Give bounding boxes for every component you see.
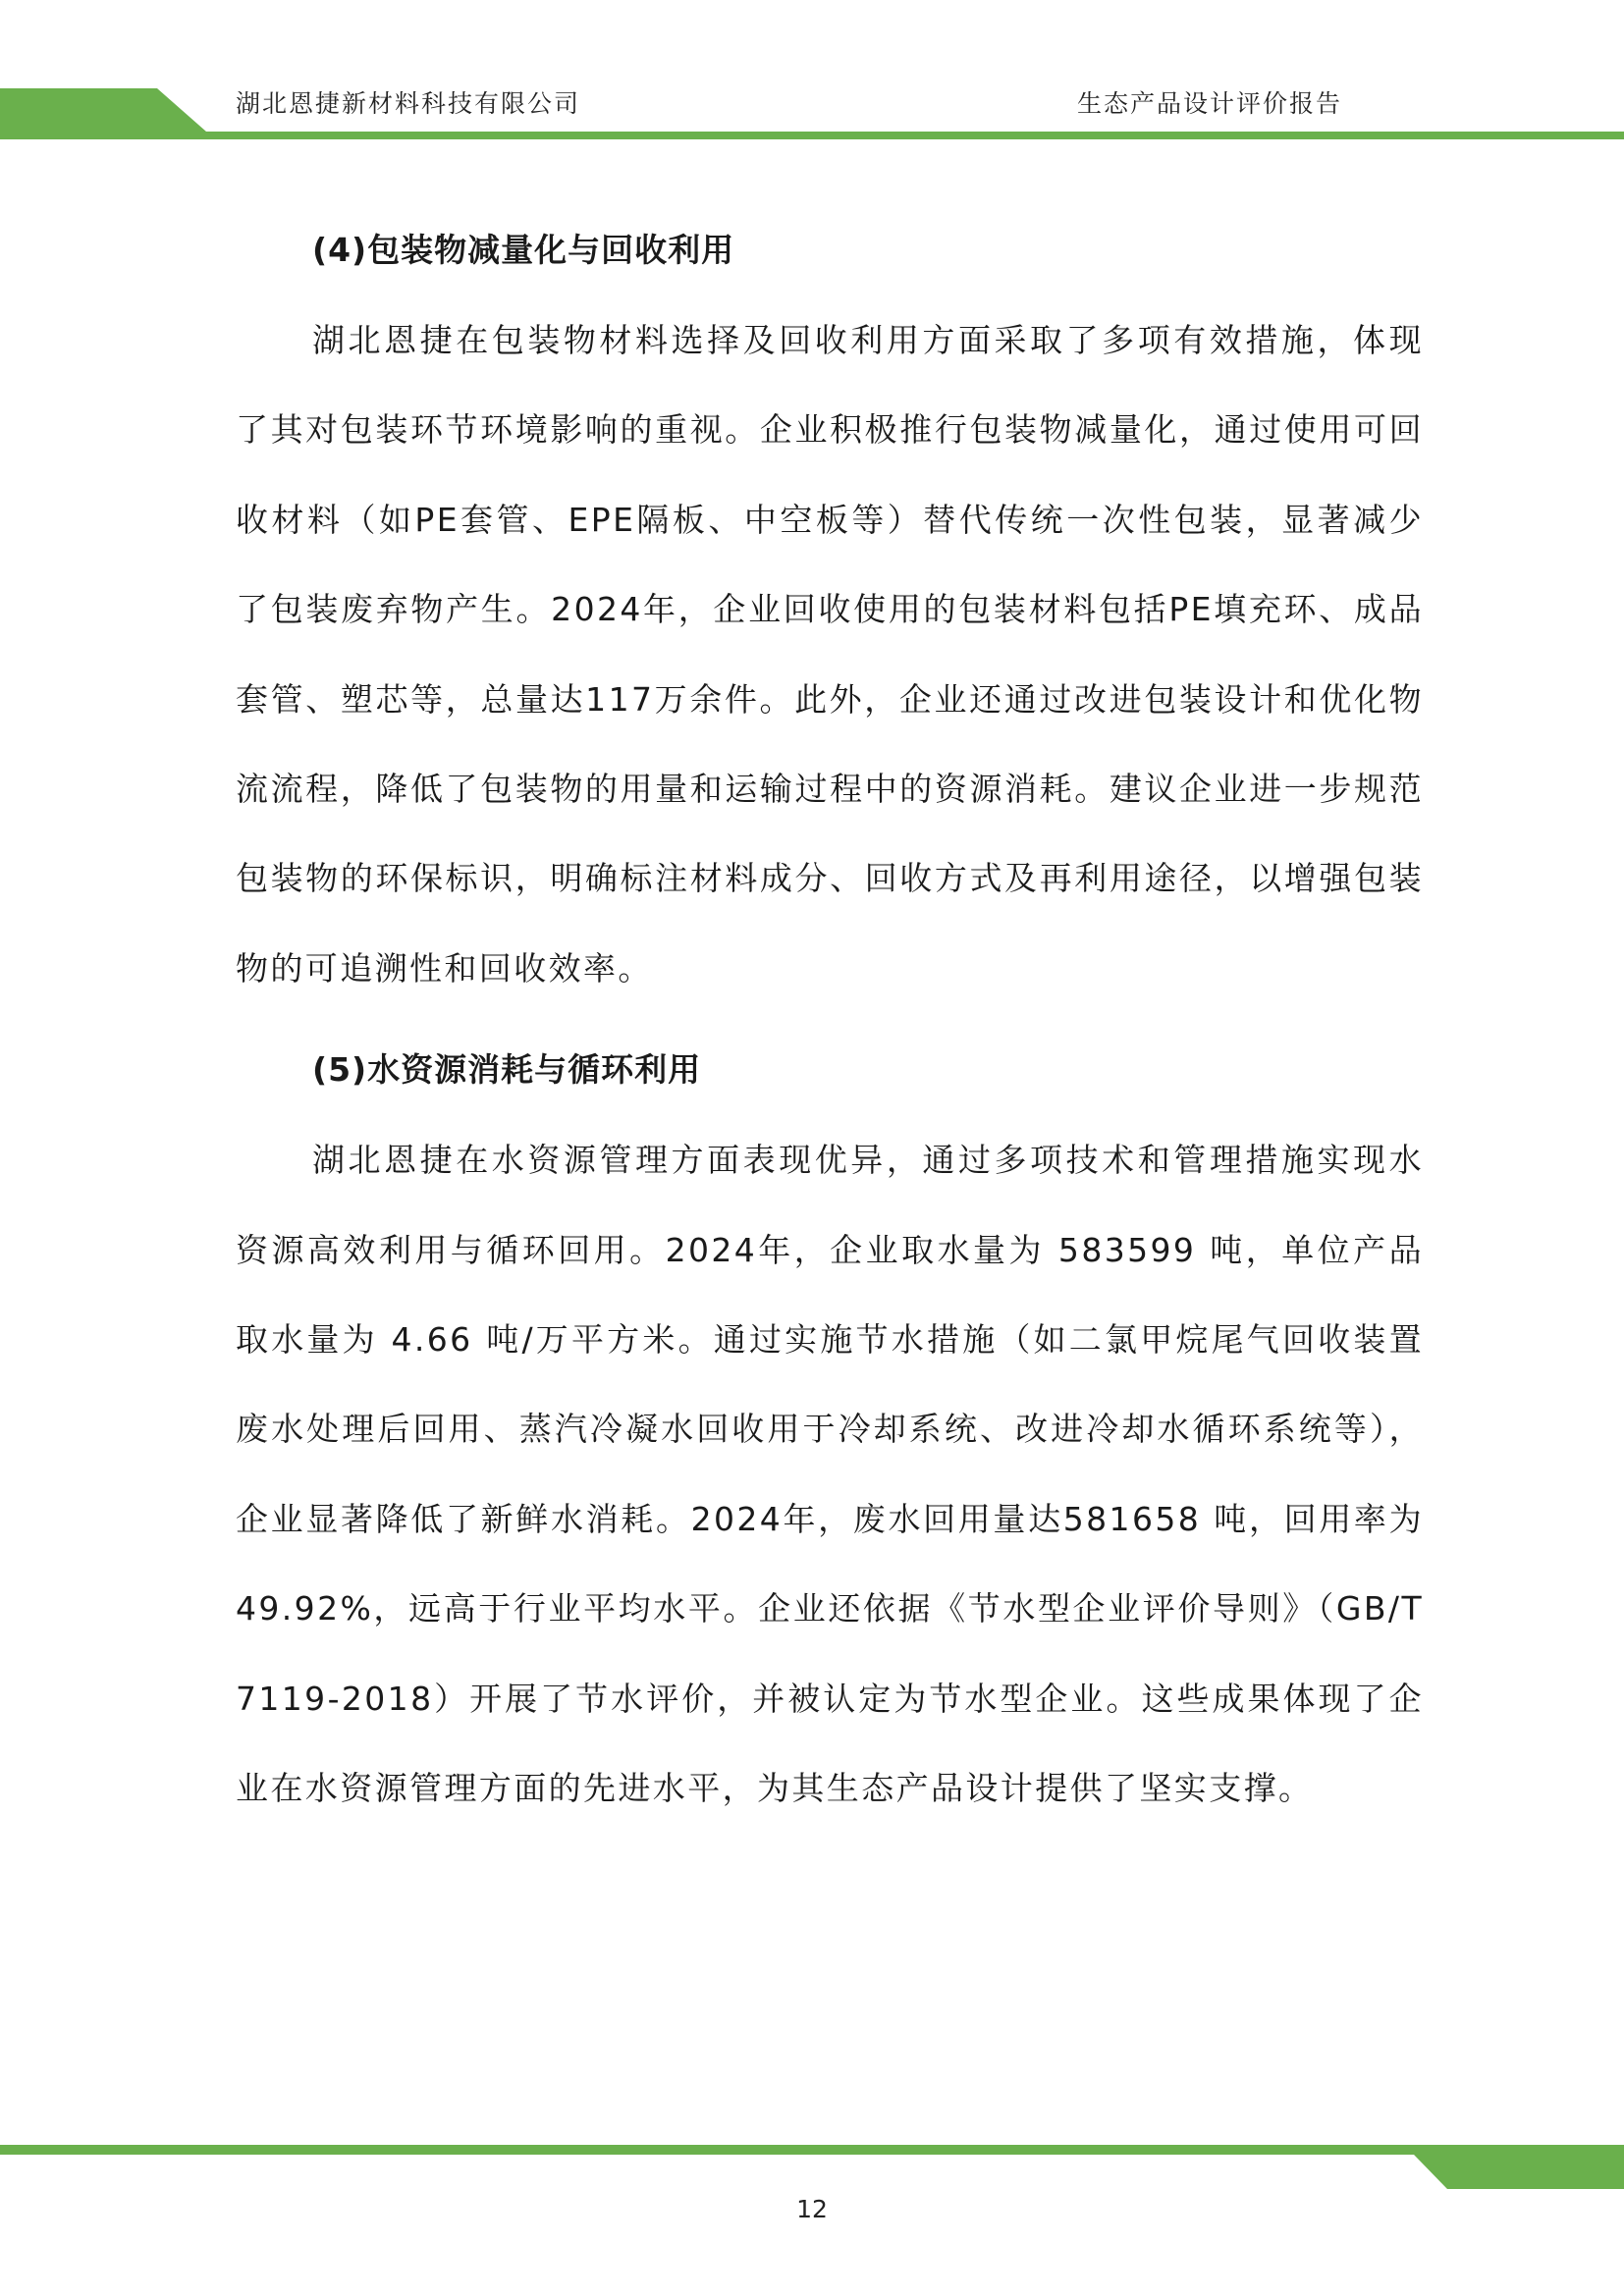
main-content bbox=[236, 221, 1424, 1834]
section-heading-water: (5)水资源消耗与循环利用 bbox=[312, 1050, 702, 1090]
section-heading-packaging: (4)包装物减量化与回收利用 bbox=[312, 231, 735, 269]
section-paragraph-water: 湖北恩捷在水资源管理方面表现优异，通过多项技术和管理措施实现水资源高效利用与循环回用。2024年，企业取水量为 583599 吨，单位产品取水量为 4.66 吨/万平方米。通过实施节水措施（如二氯甲烷尾气回收装置废水处理后回用、蒸汽冷凝水回收用于冷却系统、改进冷却水循环系统等），企业显著降低了新鲜水消耗。2024年，废水回用量达581658 吨，回用率为 49.92%，远高于行业平均水平。企业还依据《节水型企业评价导则》（GB/T 7119-2018）开展了节水评价，并被认定为节水型企业。这些成果体现了企业在水资源管理方面的先进水平，为其生态产品设计提供了坚实支撑。 bbox=[236, 1141, 1424, 1808]
header-company-name: 湖北恩捷新材料科技有限公司 bbox=[236, 89, 581, 118]
section-paragraph-packaging: 湖北恩捷在包装物材料选择及回收利用方面采取了多项有效措施，体现了其对包装环节环境影响的重视。企业积极推行包装物减量化，通过使用可回收材料（如PE套管、EPE隔板、中空板等）替代传统一次性包装，显著减少了包装废弃物产生。2024年，企业回收使用的包装材料包括PE填充环、成品套管、塑芯等，总量达117万余件。此外，企业还通过改进包装设计和优化物流流程，降低了包装物的用量和运输过程中的资源消耗。建议企业进一步规范包装物的环保标识，明确标注材料成分、回收方式及再利用途径，以增强包装物的可追溯性和回收效率。 bbox=[236, 321, 1424, 988]
footer-accent-band bbox=[0, 2145, 1624, 2189]
header-report-title: 生态产品设计评价报告 bbox=[1077, 89, 1343, 118]
page-number: 12 bbox=[796, 2195, 828, 2223]
